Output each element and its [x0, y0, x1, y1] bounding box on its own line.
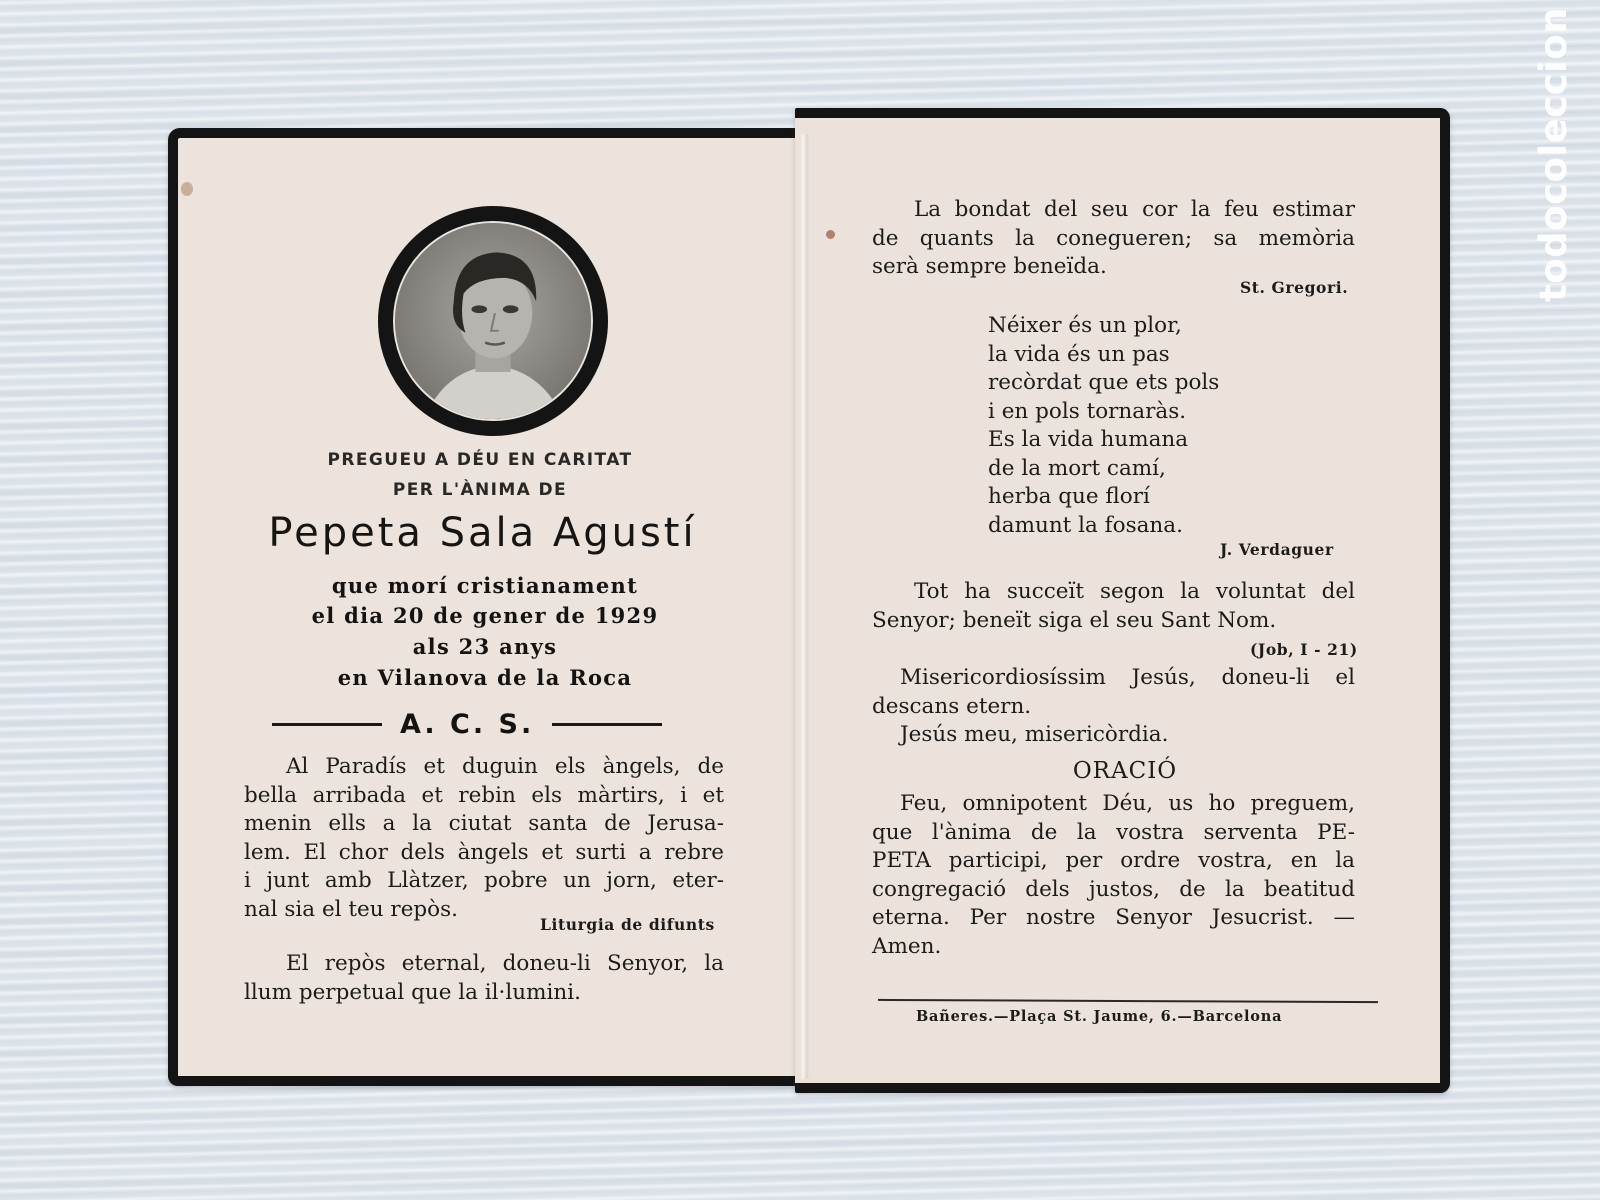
acs-abbreviation: A. C. S.	[400, 708, 535, 740]
text-line: Jesús meu, misericòrdia.	[900, 722, 1169, 747]
pray-line-2: PER L'ÀNIMA DE	[392, 480, 568, 500]
divider-rule-right	[552, 723, 662, 726]
pray-line-1: PREGUEU A DÉU EN CARITAT	[327, 450, 633, 470]
mercy-paragraph	[872, 664, 1355, 750]
text-line: serà sempre beneïda.	[872, 254, 1107, 279]
poem-attribution: J. Verdaguer	[1220, 540, 1334, 559]
detail-line-date: el dia 20 de gener de 1929	[311, 603, 659, 628]
verdaguer-poem	[988, 312, 1219, 540]
text-line: Senyor; beneït siga el seu Sant Nom.	[872, 607, 1277, 633]
card-fold-crease	[800, 134, 810, 1079]
portrait-photo	[393, 221, 593, 421]
text-line: Tot ha succeït segon la voluntat del	[914, 579, 1355, 604]
portrait-frame	[378, 206, 608, 436]
detail-line-death: que morí cristianament	[331, 573, 639, 598]
watermark-todocoleccion	[1530, 7, 1576, 302]
text-line: bella arribada et rebin els màrtirs, i et	[244, 782, 724, 808]
paper-stain	[181, 182, 193, 196]
text-line: Misericordiosíssim Jesús, doneu-li el	[900, 665, 1355, 690]
poem-line: Es la vida humana	[988, 427, 1189, 452]
prayer-heading: ORACIÓ	[1072, 758, 1178, 784]
job-paragraph	[872, 578, 1355, 635]
job-attribution: (Job, I - 21)	[1250, 640, 1358, 659]
prayer-paragraph	[872, 790, 1355, 961]
detail-line-age: als 23 anys	[412, 634, 558, 659]
deceased-name: Pepeta Sala Agustí	[268, 510, 697, 556]
text-line: descans etern.	[872, 693, 1032, 719]
poem-line: herba que florí	[988, 484, 1150, 509]
portrait-icon	[395, 223, 591, 419]
text-line: Al Paradís et duguin els àngels, de	[286, 754, 724, 779]
text-line: El repòs eternal, doneu-li Senyor, la	[286, 951, 724, 976]
paper-stain	[826, 230, 835, 239]
poem-line: la vida és un pas	[988, 341, 1170, 367]
watermark-text: todocoleccion	[1531, 7, 1575, 302]
printer-footer: Bañeres.—Plaça St. Jaume, 6.—Barcelona	[916, 1008, 1283, 1025]
gregori-paragraph	[872, 196, 1355, 282]
text-line: i junt amb Llàtzer, pobre un jorn, eter-	[244, 868, 724, 893]
poem-line: Néixer és un plor,	[988, 313, 1182, 338]
eternal-rest-paragraph	[244, 950, 724, 1007]
poem-line: recòrdat que ets pols	[988, 370, 1220, 395]
text-line: Feu, omnipotent Déu, us ho preguem,	[900, 791, 1355, 816]
text-line: nal sia el teu repòs.	[244, 896, 458, 922]
text-line: La bondat del seu cor la feu estimar	[914, 197, 1355, 222]
gregori-attribution: St. Gregori.	[1240, 278, 1349, 297]
liturgy-paragraph	[244, 753, 724, 924]
text-line: congregació dels justos, de la beatitud	[872, 876, 1355, 902]
text-line: PETA participi, per ordre vostra, en la	[872, 848, 1355, 873]
acs-divider	[272, 706, 697, 742]
poem-line: i en pols tornaràs.	[988, 398, 1187, 424]
text-line: Amen.	[872, 933, 942, 959]
text-line: llum perpetual que la il·lumini.	[244, 979, 581, 1005]
text-line: lem. El chor dels àngels et surti a rebre	[244, 839, 724, 865]
text-line: que l'ànima de la vostra serventa PE-	[872, 819, 1355, 845]
detail-line-place: en Vilanova de la Roca	[337, 665, 633, 690]
poem-line: damunt la fosana.	[988, 512, 1183, 538]
text-line: de quants la conegueren; sa memòria	[872, 225, 1355, 251]
text-line: eterna. Per nostre Senyor Jesucrist. —	[872, 905, 1355, 930]
text-line: menin ells a la ciutat santa de Jerusa-	[244, 811, 724, 836]
divider-rule-left	[272, 723, 382, 726]
liturgy-attribution: Liturgia de difunts	[540, 915, 715, 934]
poem-line: de la mort camí,	[988, 455, 1166, 481]
